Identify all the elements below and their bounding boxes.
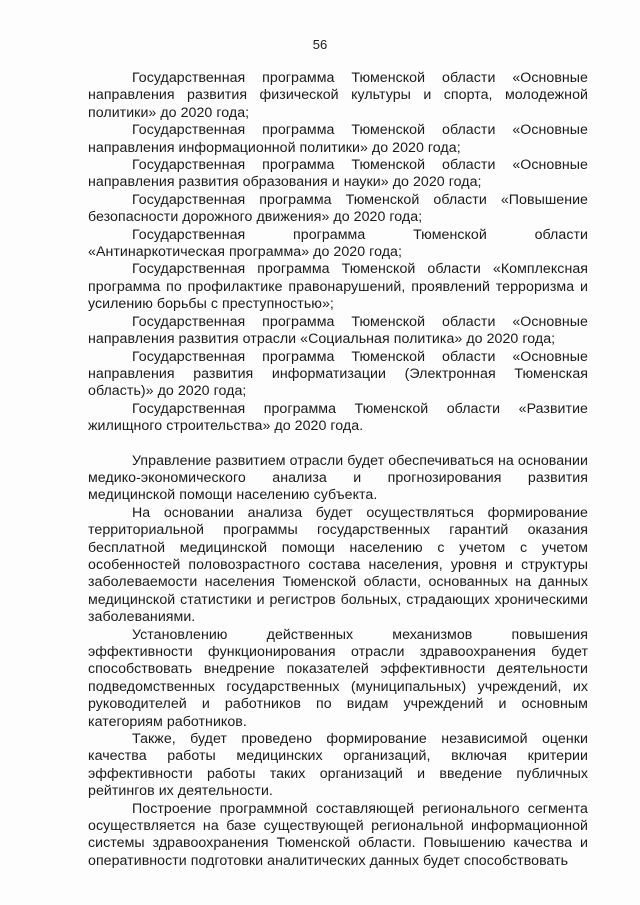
body-paragraph: Управление развитием отрасли будет обеспечиваться на основании медико-экономического анализа и прогнозирования развития медицинской помощи населению субъекта. xyxy=(88,452,588,504)
body-paragraph: На основании анализа будет осуществляться формирование территориальной программы государственных гарантий оказания бесплатной медицинской помощи населению с учетом с учетом особенностей половозрастного состава населения, уровня и структуры заболеваемости населения Тюменской области, основанных на данных медицинской статистики и регистров больных, страдающих хроническими заболеваниями. xyxy=(88,504,588,626)
program-list-item: Государственная программа Тюменской области «Комплексная программа по профилактике правонарушений, проявлений терроризма и усилению борьбы с преступностью»; xyxy=(88,261,588,313)
program-list-item: Государственная программа Тюменской области «Основные направления развития информатизации (Электронная Тюменская область)» до 2020 года; xyxy=(88,348,588,400)
program-list-item: Государственная программа Тюменской области «Повышение безопасности дорожного движения» до 2020 года; xyxy=(88,191,588,226)
program-list-item: Государственная программа Тюменской области «Развитие жилищного строительства» до 2020 года. xyxy=(88,400,588,435)
body-paragraph: Построение программной составляющей регионального сегмента осуществляется на базе существующей региональной информационной системы здравоохранения Тюменской области. Повышению качества и оперативности подготовки аналитических данных будет способствовать xyxy=(88,800,588,869)
program-list-item: Государственная программа Тюменской области «Основные направления информационной политики» до 2020 года; xyxy=(88,122,588,156)
page-body xyxy=(88,70,588,870)
page-number: 56 xyxy=(312,37,328,52)
program-list-item: Государственная программа Тюменской области «Антинаркотическая программа» до 2020 года; xyxy=(88,226,588,261)
body-paragraph: Установлению действенных механизмов повышения эффективности функционирования отрасли здравоохранения будет способствовать внедрение показателей эффективности деятельности подведомственных государственных (муниципальных) учреждений, их руководителей и работников по видам учреждений и основным категориям работников. xyxy=(88,626,588,730)
program-list-item: Государственная программа Тюменской области «Основные направления развития физической культуры и спорта, молодежной политики» до 2020 года; xyxy=(88,70,588,121)
body-paragraph: Также, будет проведено формирование независимой оценки качества работы медицинских организаций, включая критерии эффективности работы таких организаций и введение публичных рейтингов их деятельности. xyxy=(88,731,588,800)
program-list-item: Государственная программа Тюменской области «Основные направления развития отрасли «Социальная политика» до 2020 года; xyxy=(88,313,588,348)
program-list-item: Государственная программа Тюменской области «Основные направления развития образования и науки» до 2020 года; xyxy=(88,157,588,191)
